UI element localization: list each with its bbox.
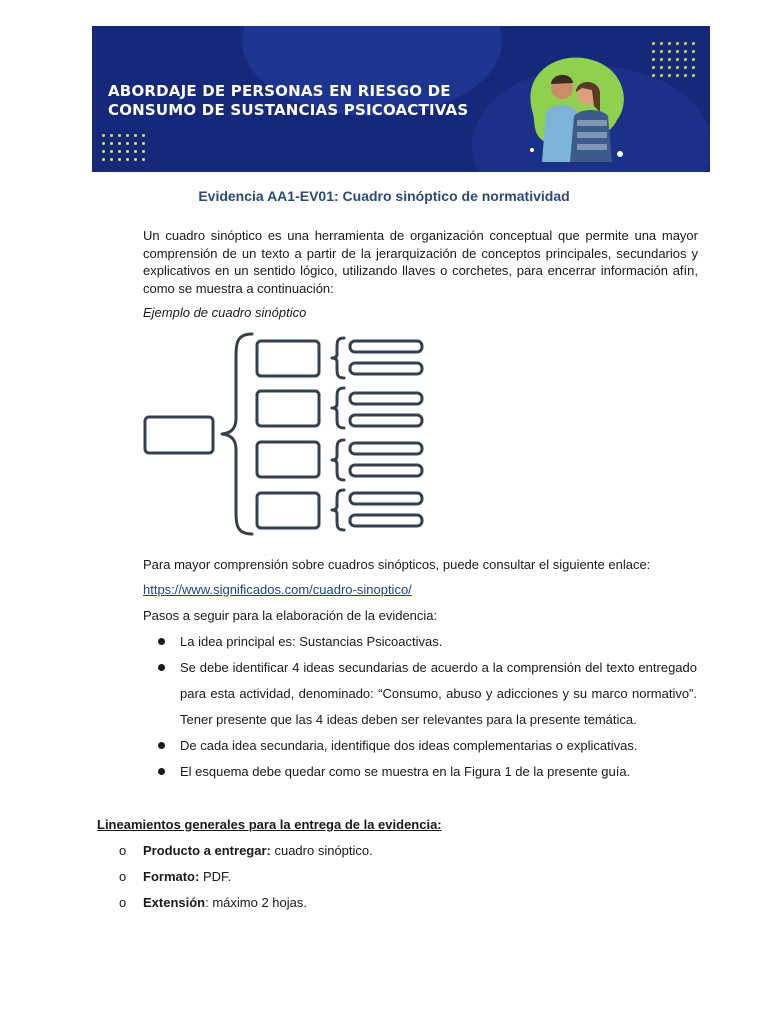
dot-pattern: [652, 42, 695, 77]
explanatory-idea-box: [350, 341, 422, 352]
explanatory-idea-box: [350, 465, 422, 476]
explanatory-idea-box: [350, 515, 422, 526]
guideline-label: Producto a entregar:: [143, 843, 271, 858]
explanatory-idea-box: [350, 393, 422, 404]
banner-title: [108, 82, 468, 120]
guideline-item-format: [143, 869, 231, 884]
bullet-marker: [158, 742, 165, 749]
bullet-item: Se debe identificar 4 ideas secundarias de acuerdo a la comprensión del texto entregado para esta actividad, denominado: “Consumo, abuso y adicciones y su marco normativo”. Tener presente que las 4 ideas deben ser relevantes para la presente temática.: [180, 660, 697, 727]
document-title: Evidencia AA1-EV01: Cuadro sinóptico de normatividad: [198, 188, 570, 204]
header-banner: [92, 26, 710, 172]
synoptic-chart-diagram: [140, 330, 430, 540]
list-marker: o: [119, 843, 127, 858]
guideline-item-length: [143, 895, 307, 910]
explanatory-idea-box: [350, 493, 422, 504]
people-photo-illustration: [522, 50, 632, 166]
example-caption: Ejemplo de cuadro sinóptico: [143, 305, 307, 320]
secondary-idea-box: [257, 341, 319, 376]
bullet-item: La idea principal es: Sustancias Psicoactivas.: [180, 634, 443, 649]
guideline-item-product: [143, 843, 373, 858]
sub-brace: [332, 388, 344, 428]
list-marker: o: [119, 895, 127, 910]
bullet-marker: [158, 768, 165, 775]
steps-intro: Pasos a seguir para la elaboración de la evidencia:: [143, 608, 438, 623]
banner-title-line1: ABORDAJE DE PERSONAS EN RIESGO DE: [108, 82, 451, 100]
secondary-idea-box: [257, 442, 319, 477]
explanatory-idea-box: [350, 363, 422, 374]
guideline-label: Formato:: [143, 869, 200, 884]
more-info-text: Para mayor comprensión sobre cuadros sinópticos, puede consultar el siguiente enlace:: [143, 557, 651, 572]
intro-paragraph: Un cuadro sinóptico es una herramienta de organización conceptual que permite una mayor comprensión de un texto a partir de la jerarquización de conceptos principales, secundarios y explicativos en un sentido lógico, utilizando llaves o corchetes, para encerrar información afín, como se muestra a continuación:: [143, 228, 698, 296]
guideline-label: Extensión: [143, 895, 206, 910]
guideline-value: : máximo 2 hojas.: [205, 895, 307, 910]
main-brace: [222, 334, 252, 534]
sub-brace: [332, 490, 344, 530]
secondary-idea-box: [257, 391, 319, 426]
dot-pattern: [102, 134, 145, 161]
bullet-item: De cada idea secundaria, identifique dos ideas complementarias o explicativas.: [180, 738, 638, 753]
reference-link[interactable]: https://www.significados.com/cuadro-sinoptico/: [143, 582, 412, 597]
explanatory-idea-box: [350, 415, 422, 426]
secondary-idea-box: [257, 493, 319, 528]
main-idea-box: [145, 417, 213, 453]
sub-brace: [332, 338, 344, 378]
explanatory-idea-box: [350, 443, 422, 454]
bullet-marker: [158, 638, 165, 645]
bullet-item: El esquema debe quedar como se muestra en la Figura 1 de la presente guía.: [180, 764, 631, 779]
guideline-value: PDF.: [199, 869, 232, 884]
guidelines-heading: Lineamientos generales para la entrega de la evidencia:: [97, 817, 442, 832]
banner-title-line2: CONSUMO DE SUSTANCIAS PSICOACTIVAS: [108, 101, 469, 119]
sub-brace: [332, 440, 344, 480]
guideline-value: cuadro sinóptico.: [270, 843, 373, 858]
list-marker: o: [119, 869, 127, 884]
bullet-marker: [158, 664, 165, 671]
